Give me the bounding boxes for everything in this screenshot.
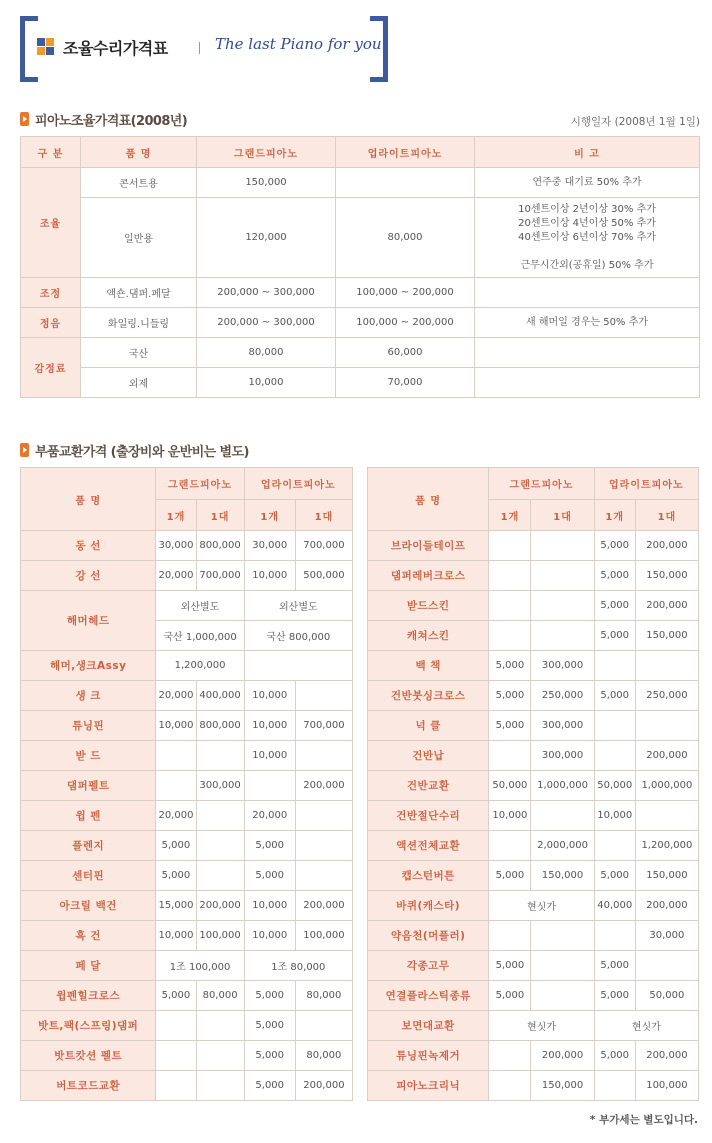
banner-divider (199, 42, 200, 54)
price-cell: 5,000 (156, 861, 196, 891)
grand-price-cell: 10,000 (197, 368, 336, 398)
price-cell (594, 1071, 635, 1101)
price-cell: 250,000 (635, 681, 698, 711)
page-title: 조율수리가격표 (63, 39, 168, 58)
price-cell: 300,000 (531, 711, 594, 741)
price-cell (295, 1011, 352, 1041)
price-cell: 5,000 (489, 681, 531, 711)
price-cell: 10,000 (244, 891, 295, 921)
note-cell (475, 168, 700, 198)
price-cell: 200,000 (635, 531, 698, 561)
price-cell (196, 861, 244, 891)
price-cell: 100,000 (295, 921, 352, 951)
part-name-cell: 댐퍼펠트 (21, 771, 156, 801)
table-row (368, 891, 699, 921)
note-line: 20센트이상 4년이상 50% 추가 (518, 217, 656, 229)
price-cell (295, 801, 352, 831)
table-row (21, 591, 353, 621)
part-name-cell: 해머헤드 (21, 591, 156, 651)
price-cell (531, 591, 594, 621)
price-cell: 1,200,000 (156, 651, 244, 681)
part-name-cell: 튜닝핀녹제거 (368, 1041, 489, 1071)
price-cell: 150,000 (531, 1071, 594, 1101)
table-row (368, 771, 699, 801)
price-cell: 5,000 (244, 861, 295, 891)
price-cell: 15,000 (156, 891, 196, 921)
note-line: 연주중 대기료 50% 추가 (532, 176, 642, 188)
price-cell: 200,000 (635, 741, 698, 771)
price-cell: 700,000 (295, 711, 352, 741)
price-cell: 300,000 (196, 771, 244, 801)
table-row (21, 801, 353, 831)
page-subtitle: The last Piano for you (215, 35, 382, 53)
price-cell (196, 741, 244, 771)
category-cell: 조정 (21, 278, 81, 308)
price-cell: 5,000 (594, 681, 635, 711)
table-row (368, 621, 699, 651)
price-cell (295, 741, 352, 771)
price-cell: 200,000 (295, 891, 352, 921)
unit-header: 1개 (244, 500, 295, 531)
upright-price-cell (336, 168, 475, 198)
note-line: 40센트이상 6년이상 70% 추가 (518, 231, 656, 243)
tuning-price-table (20, 136, 700, 398)
part-name-cell: 윕펜힐크로스 (21, 981, 156, 1011)
price-cell: 200,000 (635, 1041, 698, 1071)
table-row (368, 591, 699, 621)
part-name-cell: 페 달 (21, 951, 156, 981)
section-bullet-icon (20, 112, 29, 126)
table-row (368, 711, 699, 741)
note-line: 근무시간외(공휴일) 50% 추가 (520, 259, 654, 271)
price-cell: 5,000 (594, 1041, 635, 1071)
price-cell: 40,000 (594, 891, 635, 921)
price-cell: 200,000 (295, 771, 352, 801)
table-row (21, 681, 353, 711)
price-cell: 5,000 (244, 1071, 295, 1101)
note-cell (475, 308, 700, 338)
table-row (21, 771, 353, 801)
price-cell (594, 711, 635, 741)
part-name-cell: 버트코드교환 (21, 1071, 156, 1101)
price-cell (635, 951, 698, 981)
price-cell (531, 951, 594, 981)
part-name-cell: 보면대교환 (368, 1011, 489, 1041)
price-cell (635, 651, 698, 681)
part-name-cell: 동 선 (21, 531, 156, 561)
price-cell: 현싯가 (489, 891, 594, 921)
price-cell (489, 921, 531, 951)
price-cell: 5,000 (156, 831, 196, 861)
price-cell: 10,000 (244, 681, 295, 711)
part-name-cell: 연결플라스틱종류 (368, 981, 489, 1011)
upright-price-cell: 100,000 ~ 200,000 (336, 278, 475, 308)
price-cell: 5,000 (594, 621, 635, 651)
price-cell (594, 921, 635, 951)
price-cell: 10,000 (156, 921, 196, 951)
price-cell (531, 921, 594, 951)
item-name-cell: 일반용 (81, 198, 197, 278)
table-row (368, 981, 699, 1011)
part-name-cell: 해머,생크Assy (21, 651, 156, 681)
part-name-cell: 넉 클 (368, 711, 489, 741)
grand-price-cell: 200,000 ~ 300,000 (197, 278, 336, 308)
price-cell (489, 1041, 531, 1071)
price-cell: 10,000 (489, 801, 531, 831)
table-row (368, 801, 699, 831)
price-cell: 외산별도 (244, 591, 352, 621)
column-header: 그랜드피아노 (489, 468, 594, 500)
price-cell (531, 981, 594, 1011)
price-cell: 1,200,000 (635, 831, 698, 861)
item-name-cell: 화일링.니들링 (81, 308, 197, 338)
part-name-cell: 밧트캇션 펠트 (21, 1041, 156, 1071)
price-cell (531, 561, 594, 591)
price-cell: 국산 1,000,000 (156, 621, 244, 651)
note-line (475, 286, 699, 300)
part-name-cell: 약음천(머플러) (368, 921, 489, 951)
table-row (21, 711, 353, 741)
column-header: 그랜드피아노 (156, 468, 244, 500)
column-header: 품 명 (368, 468, 489, 531)
price-cell: 200,000 (295, 1071, 352, 1101)
price-cell: 2,000,000 (531, 831, 594, 861)
part-name-cell: 튜닝핀 (21, 711, 156, 741)
note-cell (475, 338, 700, 368)
price-cell: 5,000 (489, 951, 531, 981)
price-cell (156, 1071, 196, 1101)
price-cell: 20,000 (156, 561, 196, 591)
price-cell (295, 681, 352, 711)
grand-price-cell: 120,000 (197, 198, 336, 278)
table-row (21, 861, 353, 891)
price-cell: 5,000 (594, 861, 635, 891)
price-cell (531, 621, 594, 651)
price-cell: 5,000 (489, 861, 531, 891)
category-cell: 정음 (21, 308, 81, 338)
price-cell (635, 801, 698, 831)
part-name-cell: 받드스킨 (368, 591, 489, 621)
unit-header: 1대 (635, 500, 698, 531)
unit-header: 1대 (295, 500, 352, 531)
grand-price-cell: 150,000 (197, 168, 336, 198)
price-cell: 1조 80,000 (244, 951, 352, 981)
part-name-cell: 건반교환 (368, 771, 489, 801)
part-name-cell: 댐퍼레버크로스 (368, 561, 489, 591)
unit-header: 1개 (594, 500, 635, 531)
table-row (21, 981, 353, 1011)
table-row (368, 468, 699, 500)
price-cell: 150,000 (635, 861, 698, 891)
price-cell: 30,000 (244, 531, 295, 561)
price-cell (594, 831, 635, 861)
price-cell: 800,000 (196, 531, 244, 561)
part-name-cell: 캐쳐스킨 (368, 621, 489, 651)
note-cell (475, 368, 700, 398)
price-cell: 5,000 (244, 831, 295, 861)
price-cell: 30,000 (635, 921, 698, 951)
price-cell (594, 651, 635, 681)
table-row (368, 951, 699, 981)
price-cell: 10,000 (156, 711, 196, 741)
price-cell: 500,000 (295, 561, 352, 591)
price-cell (489, 741, 531, 771)
table-row (21, 338, 700, 368)
table-row (21, 368, 700, 398)
price-cell (295, 831, 352, 861)
note-line: 새 해머일 경우는 50% 추가 (526, 316, 648, 328)
table-row (21, 468, 353, 500)
column-header: 비 고 (475, 137, 700, 168)
price-cell (635, 711, 698, 741)
price-cell (196, 1011, 244, 1041)
price-cell: 5,000 (489, 711, 531, 741)
tuning-section-title: 피아노조율가격표(2008년) (35, 114, 188, 129)
effective-date: 시행일자 (2008년 1월 1일) (570, 116, 700, 128)
price-cell (531, 801, 594, 831)
price-cell: 200,000 (635, 591, 698, 621)
price-cell: 80,000 (196, 981, 244, 1011)
price-cell (156, 1011, 196, 1041)
price-cell (489, 831, 531, 861)
category-cell: 감정료 (21, 338, 81, 398)
price-cell (295, 861, 352, 891)
price-cell: 200,000 (635, 891, 698, 921)
column-header: 업라이트피아노 (244, 468, 352, 500)
price-cell (594, 741, 635, 771)
price-cell (244, 651, 352, 681)
column-header: 품 명 (21, 468, 156, 531)
price-cell: 200,000 (196, 891, 244, 921)
price-cell: 800,000 (196, 711, 244, 741)
price-cell (156, 741, 196, 771)
vat-footnote: * 부가세는 별도입니다. (589, 1114, 698, 1126)
part-name-cell: 백 책 (368, 651, 489, 681)
price-cell: 150,000 (635, 561, 698, 591)
part-name-cell: 받 드 (21, 741, 156, 771)
unit-header: 1대 (531, 500, 594, 531)
price-cell: 10,000 (244, 711, 295, 741)
price-cell: 현싯가 (594, 1011, 698, 1041)
table-row (21, 951, 353, 981)
table-row (21, 651, 353, 681)
part-name-cell: 건반붓싱크로스 (368, 681, 489, 711)
parts-section-title: 부품교환가격 (출장비와 운반비는 별도) (35, 445, 249, 460)
note-cell (475, 278, 700, 308)
table-row (368, 921, 699, 951)
table-row (21, 531, 353, 561)
table-row (368, 741, 699, 771)
table-row (21, 1011, 353, 1041)
unit-header: 1개 (156, 500, 196, 531)
price-cell: 5,000 (489, 651, 531, 681)
price-cell: 5,000 (594, 561, 635, 591)
part-name-cell: 센터핀 (21, 861, 156, 891)
price-cell: 1,000,000 (531, 771, 594, 801)
column-header: 그랜드피아노 (197, 137, 336, 168)
price-cell: 10,000 (594, 801, 635, 831)
table-row (21, 561, 353, 591)
price-cell: 80,000 (295, 1041, 352, 1071)
price-cell: 5,000 (594, 981, 635, 1011)
unit-header: 1대 (196, 500, 244, 531)
upright-price-cell: 80,000 (336, 198, 475, 278)
price-cell: 1조 100,000 (156, 951, 244, 981)
price-cell: 현싯가 (489, 1011, 594, 1041)
price-cell: 700,000 (295, 531, 352, 561)
note-line: 10센트이상 2년이상 30% 추가 (518, 203, 656, 215)
table-row (368, 1071, 699, 1101)
part-name-cell: 플렌지 (21, 831, 156, 861)
table-row (368, 681, 699, 711)
price-cell: 5,000 (594, 591, 635, 621)
price-cell: 20,000 (244, 801, 295, 831)
part-name-cell: 각종고무 (368, 951, 489, 981)
parts-price-table-right (367, 467, 699, 1101)
note-line (475, 346, 699, 360)
part-name-cell: 캡스턴버튼 (368, 861, 489, 891)
item-name-cell: 콘서트용 (81, 168, 197, 198)
price-cell: 50,000 (635, 981, 698, 1011)
price-cell (489, 561, 531, 591)
upright-price-cell: 70,000 (336, 368, 475, 398)
price-cell: 5,000 (594, 531, 635, 561)
price-cell (156, 1041, 196, 1071)
upright-price-cell: 60,000 (336, 338, 475, 368)
table-row (368, 1011, 699, 1041)
price-cell: 30,000 (156, 531, 196, 561)
table-row (21, 1041, 353, 1071)
part-name-cell: 브라이들테이프 (368, 531, 489, 561)
table-row (368, 531, 699, 561)
price-cell (156, 771, 196, 801)
note-line (475, 376, 699, 390)
table-row (368, 561, 699, 591)
grand-price-cell: 80,000 (197, 338, 336, 368)
price-cell: 50,000 (489, 771, 531, 801)
unit-header: 1개 (489, 500, 531, 531)
price-cell: 5,000 (156, 981, 196, 1011)
price-cell: 100,000 (196, 921, 244, 951)
table-row (21, 921, 353, 951)
price-cell: 10,000 (244, 741, 295, 771)
price-cell (196, 1041, 244, 1071)
column-header: 업라이트피아노 (594, 468, 698, 500)
table-row (368, 861, 699, 891)
price-cell: 80,000 (295, 981, 352, 1011)
table-row (21, 278, 700, 308)
table-row (21, 1071, 353, 1101)
note-cell (475, 198, 700, 278)
page-banner (20, 16, 388, 82)
part-name-cell: 생 크 (21, 681, 156, 711)
note-line (475, 245, 699, 259)
price-cell: 5,000 (244, 1041, 295, 1071)
table-row (368, 831, 699, 861)
price-cell: 10,000 (244, 921, 295, 951)
price-cell: 100,000 (635, 1071, 698, 1101)
price-cell: 400,000 (196, 681, 244, 711)
table-row (21, 168, 700, 198)
part-name-cell: 건반절단수리 (368, 801, 489, 831)
item-name-cell: 액숀.댐퍼.페달 (81, 278, 197, 308)
part-name-cell: 흑 건 (21, 921, 156, 951)
table-row (368, 1041, 699, 1071)
price-cell: 5,000 (594, 951, 635, 981)
table-row (21, 308, 700, 338)
part-name-cell: 액션전체교환 (368, 831, 489, 861)
price-cell: 50,000 (594, 771, 635, 801)
section-bullet-icon (20, 443, 29, 457)
price-cell: 20,000 (156, 801, 196, 831)
banner-left-bracket (20, 16, 38, 82)
part-name-cell: 바퀴(캐스타) (368, 891, 489, 921)
part-name-cell: 건반납 (368, 741, 489, 771)
table-row (21, 741, 353, 771)
price-cell: 5,000 (244, 981, 295, 1011)
column-header: 구 분 (21, 137, 81, 168)
price-cell: 150,000 (635, 621, 698, 651)
price-cell: 300,000 (531, 741, 594, 771)
part-name-cell: 강 선 (21, 561, 156, 591)
price-cell: 1,000,000 (635, 771, 698, 801)
upright-price-cell: 100,000 ~ 200,000 (336, 308, 475, 338)
part-name-cell: 윕 펜 (21, 801, 156, 831)
price-cell (489, 621, 531, 651)
item-name-cell: 외제 (81, 368, 197, 398)
table-row (368, 651, 699, 681)
price-cell (489, 531, 531, 561)
price-cell: 5,000 (244, 1011, 295, 1041)
price-cell: 200,000 (531, 1041, 594, 1071)
price-cell: 외산별도 (156, 591, 244, 621)
price-cell: 국산 800,000 (244, 621, 352, 651)
price-cell: 700,000 (196, 561, 244, 591)
table-row (21, 198, 700, 278)
item-name-cell: 국산 (81, 338, 197, 368)
price-cell: 250,000 (531, 681, 594, 711)
price-cell: 5,000 (489, 981, 531, 1011)
four-square-logo-icon (37, 38, 54, 55)
table-row (21, 831, 353, 861)
part-name-cell: 아크릴 백건 (21, 891, 156, 921)
table-header-row (21, 137, 700, 168)
part-name-cell: 밧트,팩(스프링)댐퍼 (21, 1011, 156, 1041)
part-name-cell: 피아노크리닉 (368, 1071, 489, 1101)
price-cell (196, 831, 244, 861)
price-cell (531, 531, 594, 561)
price-cell (489, 591, 531, 621)
category-cell: 조율 (21, 168, 81, 278)
price-cell (244, 771, 295, 801)
price-cell: 10,000 (244, 561, 295, 591)
column-header: 업라이트피아노 (336, 137, 475, 168)
table-row (21, 891, 353, 921)
price-cell (489, 1071, 531, 1101)
price-cell (196, 801, 244, 831)
price-cell: 300,000 (531, 651, 594, 681)
column-header: 품 명 (81, 137, 197, 168)
price-cell (196, 1071, 244, 1101)
grand-price-cell: 200,000 ~ 300,000 (197, 308, 336, 338)
parts-price-table-left (20, 467, 353, 1101)
price-cell: 150,000 (531, 861, 594, 891)
price-cell: 20,000 (156, 681, 196, 711)
